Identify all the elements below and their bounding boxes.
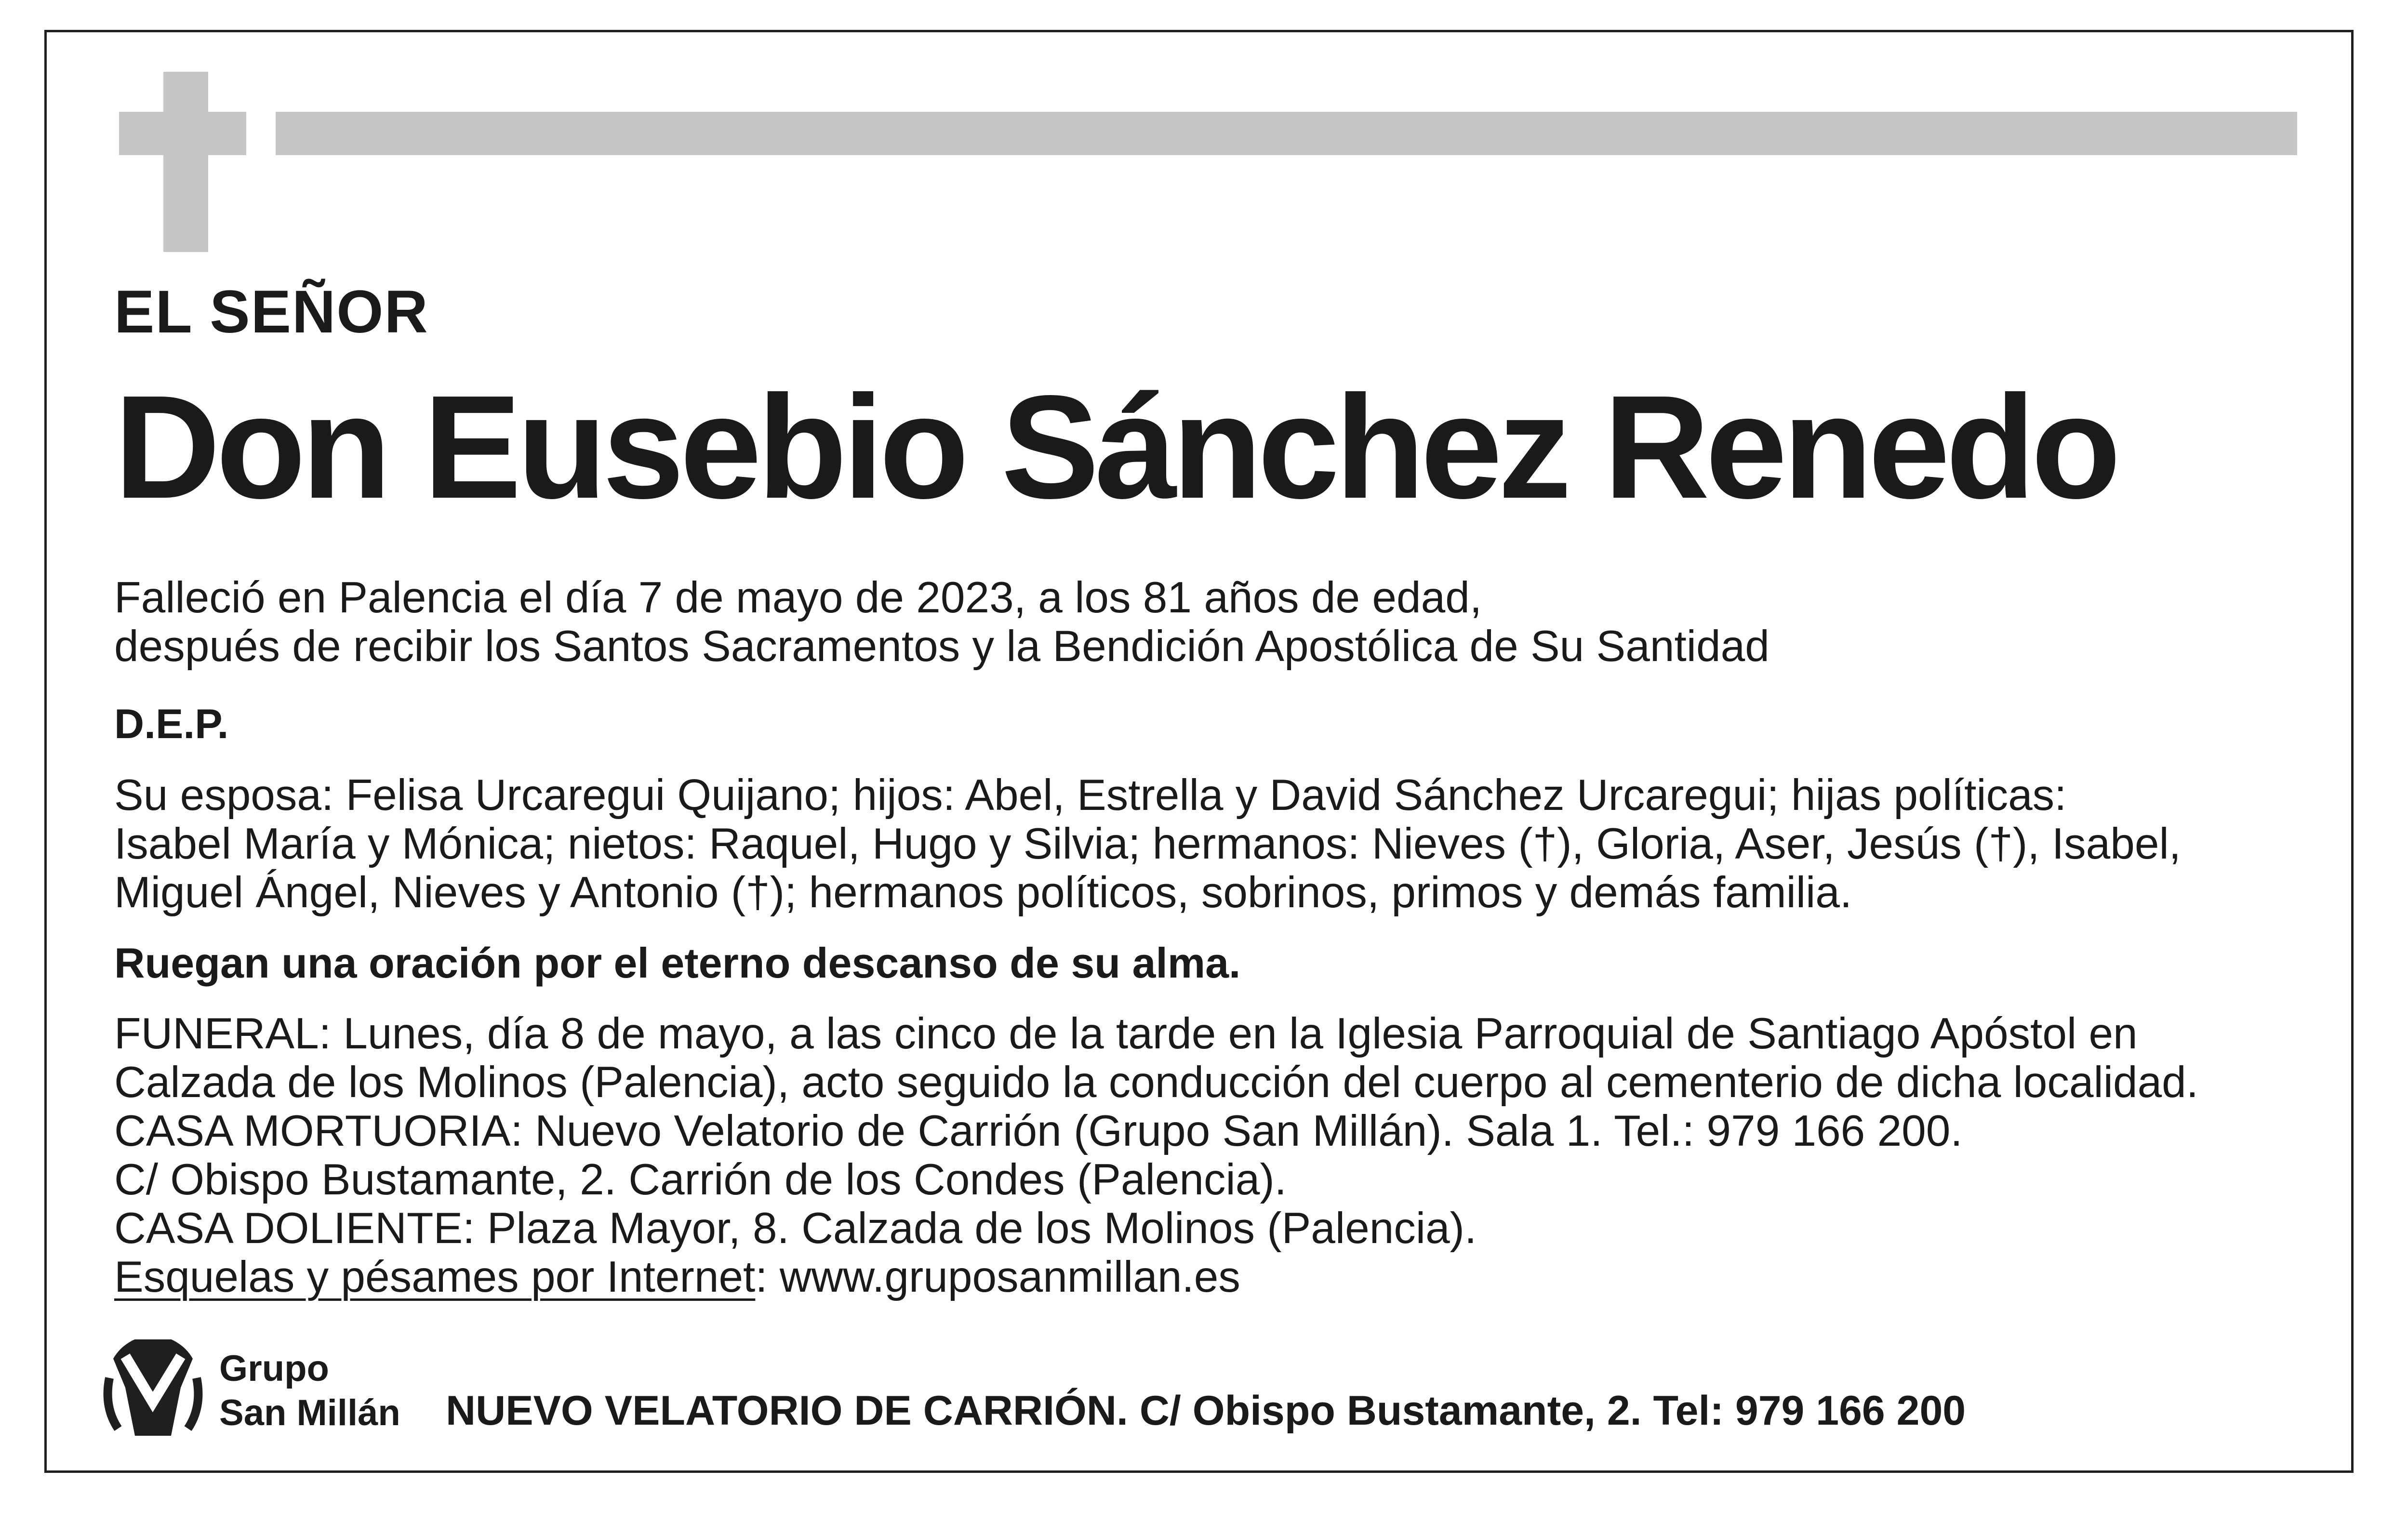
logo-line-2: San Millán xyxy=(219,1392,400,1433)
footer-address: NUEVO VELATORIO DE CARRIÓN. C/ Obispo Bustamante, 2. Tel: 979 166 200 xyxy=(446,1388,1966,1434)
logo-wordmark xyxy=(219,1347,400,1435)
header-divider-bar xyxy=(276,112,2297,155)
internet-line xyxy=(114,1253,2198,1301)
funeral-line: FUNERAL: Lunes, día 8 de mayo, a las cinco de la tarde en la Iglesia Parroquial de Santiago Apóstol en xyxy=(114,1009,2138,1058)
intro-line: después de recibir los Santos Sacramentos y la Bendición Apostólica de Su Santidad xyxy=(114,622,1769,671)
family-line: Su esposa: Felisa Urcaregui Quijano; hijos: Abel, Estrella y David Sánchez Urcaregui; hijas políticas: xyxy=(114,771,2067,820)
deceased-name: Don Eusebio Sánchez Renedo xyxy=(114,365,2117,529)
funeral-line: C/ Obispo Bustamante, 2. Carrión de los Condes (Palencia). xyxy=(114,1155,1287,1204)
internet-url[interactable]: www.gruposanmillan.es xyxy=(779,1253,1240,1301)
family-line: Miguel Ángel, Nieves y Antonio (†); hermanos políticos, sobrinos, primos y demás familia. xyxy=(114,868,1852,917)
dep-heading: D.E.P. xyxy=(114,701,229,747)
internet-label: Esquelas y pésames por Internet xyxy=(114,1253,756,1301)
grupo-san-millan-logo-icon xyxy=(99,1339,207,1448)
cross-icon xyxy=(163,72,208,252)
funeral-line: CASA DOLIENTE: Plaza Mayor, 8. Calzada de los Molinos (Palencia). xyxy=(114,1204,1477,1253)
prayer-request: Ruegan una oración por el eterno descanso de su alma. xyxy=(114,939,1241,987)
funeral-line: CASA MORTUORIA: Nuevo Velatorio de Carrión (Grupo San Millán). Sala 1. Tel.: 979 166 200. xyxy=(114,1107,1963,1155)
family-paragraph xyxy=(114,771,2181,917)
logo-line-1: Grupo xyxy=(219,1348,329,1389)
funeral-paragraph xyxy=(114,1009,2198,1301)
intro-paragraph xyxy=(114,573,1769,671)
internet-separator: : xyxy=(755,1253,780,1301)
funeral-line: Calzada de los Molinos (Palencia), acto seguido la conducción del cuerpo al cementerio de dicha localidad. xyxy=(114,1058,2199,1107)
family-line: Isabel María y Mónica; nietos: Raquel, Hugo y Silvia; hermanos: Nieves (†), Gloria, Aser, Jesús (†), Isabel, xyxy=(114,820,2181,868)
intro-line: Falleció en Palencia el día 7 de mayo de 2023, a los 81 años de edad, xyxy=(114,573,1482,622)
cross-icon-arm xyxy=(119,112,246,155)
honorific: EL SEÑOR xyxy=(114,278,429,345)
